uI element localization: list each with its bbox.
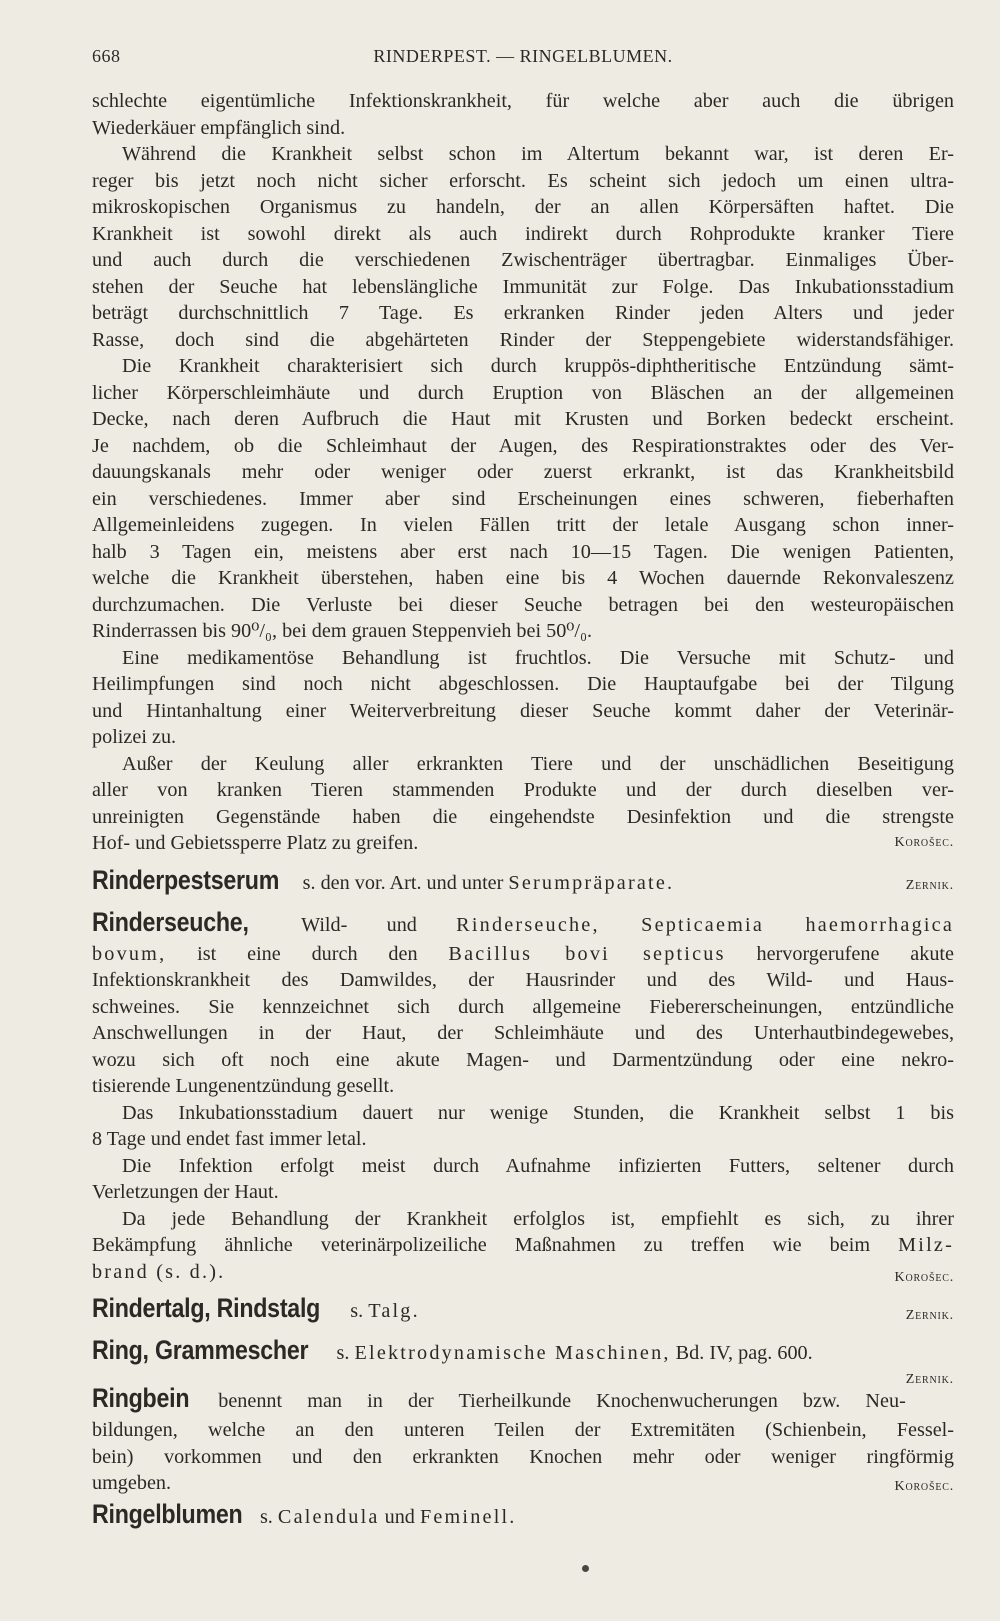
headword: Rinderseuche, <box>92 906 249 937</box>
entry-text: umgeben. <box>92 1472 172 1494</box>
text-line: dauungskanals mehr oder weniger oder zuerst erkrankt, ist das Krankheitsbild <box>92 461 954 483</box>
author-signature: Zernik. <box>905 877 954 893</box>
ink-speck <box>582 1565 589 1572</box>
author-signature: Zernik. <box>905 1372 954 1387</box>
text-line: Die Krankheit charakterisiert sich durch kruppös-diphtheritische Entzündung sämt- <box>122 355 954 377</box>
entry-text: bovum, <box>92 942 167 965</box>
text-line <box>92 1470 954 1497</box>
page-number: 668 <box>92 46 121 66</box>
text-line: unreinigten Gegenstände haben die eingehendste Desinfektion und die strengste <box>92 805 954 828</box>
entry-rinderpestserum <box>92 864 954 899</box>
text-line: welche die Krankheit überstehen, haben eine bis 4 Wochen dauernde Rekonvaleszenz <box>92 567 954 589</box>
text-line: schweines. Sie kennzeichnet sich durch allgemeine Fiebererscheinungen, entzündliche <box>92 995 954 1018</box>
text-line: Das Inkubationsstadium dauert nur wenige Stunden, die Krankheit selbst 1 bis <box>122 1101 954 1124</box>
text-line: halb 3 Tagen ein, meistens aber erst nach 10—15 Tagen. Die wenigen Patienten, <box>92 540 954 563</box>
text-line: schlechte eigentümliche Infektionskrankheit, für welche aber auch die übrigen <box>92 90 954 112</box>
entry-text: Bekämpfung ähnliche veterinärpolizeiliche Maßnahmen zu treffen wie beim <box>92 1234 871 1256</box>
text-line: Eine medikamentöse Behandlung ist fruchtlos. Die Versuche mit Schutz- und <box>122 646 954 669</box>
headword: Rinderpestserum <box>92 864 280 895</box>
headword: Ringelblumen <box>92 1498 243 1529</box>
entry-text: hervorgerufene akute <box>725 942 954 965</box>
text-line: Rinderrassen bis 90⁰/₀, bei dem grauen Steppenvieh bei 50⁰/₀. <box>92 620 593 642</box>
cross-reference: Elektrodynamische Maschinen, <box>354 1342 671 1364</box>
entry-text: und <box>379 1505 420 1528</box>
author-signature: Korošec. <box>894 835 954 850</box>
text-line: Je nachdem, ob die Schleimhaut der Augen, des Respirationstraktes oder des Ver- <box>92 434 954 457</box>
running-title: RINDERPEST. — RINGELBLUMEN. <box>373 46 673 66</box>
text-line: tisierende Lungenentzündung gesellt. <box>92 1075 395 1097</box>
text-line: Verletzungen der Haut. <box>92 1181 279 1203</box>
text-line: wozu sich oft noch eine akute Magen- und Darmentzündung oder eine nekro- <box>92 1048 954 1071</box>
entry-text: ist eine durch den <box>166 942 449 965</box>
page-body <box>92 88 954 1533</box>
text-line: licher Körperschleimhäute und durch Eruption von Bläschen an der allgemeinen <box>92 381 954 404</box>
entry-ringbein <box>92 1385 954 1417</box>
author-signature: Zernik. <box>905 1308 954 1323</box>
entry-text: s. <box>336 1342 355 1364</box>
entry-text: s. <box>350 1300 369 1322</box>
entry-ringelblumen <box>92 1498 954 1533</box>
entry-text: Rinderseuche, Septicaemia haemorrhagica <box>456 913 954 936</box>
text-line: polizei zu. <box>92 726 177 748</box>
text-line: durchzumachen. Die Verluste bei dieser Seuche betragen bei den westeuropäischen <box>92 593 954 616</box>
text-line: Infektionskrankheit des Damwildes, der Hausrinder und des Wild- und Haus- <box>92 969 954 991</box>
cross-reference: Milz- <box>898 1234 954 1256</box>
text-line: Allgemeinleidens zugegen. In vielen Fällen tritt der letale Ausgang schon inner- <box>92 514 954 536</box>
entry-text: s. <box>259 1505 278 1528</box>
text-line: Die Infektion erfolgt meist durch Aufnahme infizierten Futters, seltener durch <box>122 1154 954 1177</box>
text-line: ein verschiedenes. Immer aber sind Erscheinungen eines schweren, fieberhaften <box>92 487 954 510</box>
text-line: Wiederkäuer empfänglich sind. <box>92 116 346 139</box>
text-line: Rasse, doch sind die abgehärteten Rinder der Steppengebiete widerstandsfähiger. <box>92 328 954 351</box>
text-line: Krankheit ist sowohl direkt als auch indirekt durch Rohprodukte kranker Tiere <box>92 222 954 245</box>
text-line: reger bis jetzt noch nicht sicher erforscht. Es scheint sich jedoch um einen ultra- <box>92 169 954 192</box>
entry-text: Bd. IV, pag. 600. <box>670 1342 813 1364</box>
entry-text: Wild- und <box>301 913 457 936</box>
entry-rindertalg <box>92 1295 954 1327</box>
text-line: Decke, nach deren Aufbruch die Haut mit Krusten und Borken bedeckt erscheint. <box>92 408 954 430</box>
headword: Ring, Grammescher <box>92 1335 309 1365</box>
author-signature: Korošec. <box>894 1269 954 1285</box>
cross-reference: brand (s. d.). <box>92 1260 226 1283</box>
text-line: Anschwellungen in der Haut, der Schleimhäute und des Unterhautbindegewebes, <box>92 1022 954 1044</box>
text-line: 8 Tage und endet fast immer letal. <box>92 1128 367 1150</box>
text-line: Da jede Behandlung der Krankheit erfolglos ist, empfiehlt es sich, zu ihrer <box>122 1207 954 1230</box>
text-line: stehen der Seuche hat lebenslängliche Immunität zur Folge. Das Inkubationsstadium <box>92 275 954 298</box>
text-line: bein) vorkommen und den erkrankten Knochen mehr oder weniger ringförmig <box>92 1445 954 1468</box>
text-line <box>92 830 954 857</box>
headword: Ringbein <box>92 1383 190 1413</box>
text-line <box>92 1232 954 1259</box>
text-line: aller von kranken Tieren stammenden Produkte und der durch dieselben ver- <box>92 779 954 801</box>
entry-text: benennt man in der Tierheilkunde Knochenwucherungen bzw. Neu- <box>218 1390 906 1412</box>
cross-reference: Serumpräparate. <box>508 871 675 894</box>
text-line: Heilimpfungen sind noch nicht abgeschlossen. Die Hauptaufgabe bei der Tilgung <box>92 673 954 695</box>
cross-reference: Calendula <box>277 1505 380 1528</box>
page-header <box>92 46 954 74</box>
text-line: und Hintanhaltung einer Weiterverbreitung dieser Seuche kommt daher der Veterinär- <box>92 699 954 722</box>
entry-text: Bacillus bovi septicus <box>448 942 726 965</box>
text-line <box>92 1259 954 1286</box>
text-line: Während die Krankheit selbst schon im Altertum bekannt war, ist deren Er- <box>122 143 954 165</box>
author-signature: Korošec. <box>894 1479 954 1494</box>
text-line: beträgt durchschnittlich 7 Tage. Es erkranken Rinder jeden Alters und jeder <box>92 302 954 324</box>
text-line <box>92 941 954 968</box>
text-line: bildungen, welche an den unteren Teilen der Extremitäten (Schienbein, Fessel- <box>92 1419 954 1441</box>
cross-reference: Feminell. <box>419 1505 517 1528</box>
text-line: und auch durch die verschiedenen Zwischenträger übertragbar. Einmaliges Über- <box>92 249 954 271</box>
text-line: Außer der Keulung aller erkrankten Tiere und der unschädlichen Beseitigung <box>122 752 954 775</box>
entry-ring <box>92 1337 954 1367</box>
author-line <box>92 1367 954 1385</box>
cross-reference: Talg. <box>368 1300 420 1322</box>
text-line: mikroskopischen Organismus zu handeln, der an allen Körpersäften haftet. Die <box>92 196 954 218</box>
entry-text: s. den vor. Art. und unter <box>302 871 509 894</box>
headword: Rindertalg, Rindstalg <box>92 1293 321 1323</box>
text-fragment: Hof- und Gebietssperre Platz zu greifen. <box>92 832 419 854</box>
entry-rinderseuche <box>92 906 954 941</box>
